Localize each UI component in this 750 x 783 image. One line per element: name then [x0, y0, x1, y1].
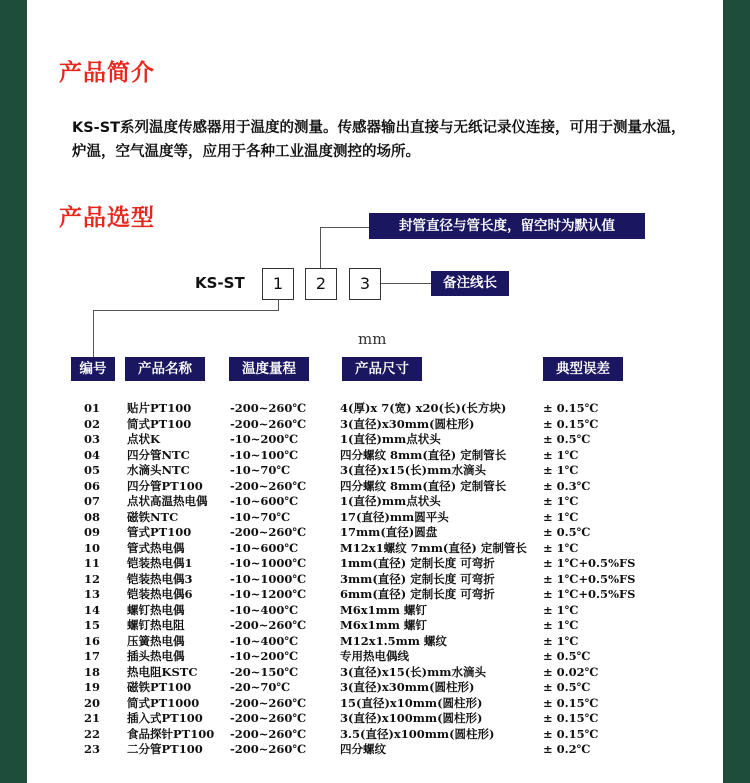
row-error: ± 1℃+0.5%FS: [543, 556, 636, 570]
row-name: 贴片PT100: [127, 401, 192, 415]
row-range: -10~600℃: [230, 540, 299, 555]
row-number: 07: [84, 494, 101, 508]
row-size: 3(直径)x15(长)mm水滴头: [340, 463, 486, 477]
row-size: 1(直径)mm点状头: [340, 494, 441, 508]
row-error: ± 1℃: [543, 494, 579, 508]
row-error: ± 0.3℃: [543, 478, 591, 493]
connector-line: [320, 227, 369, 228]
row-number: 02: [84, 416, 101, 431]
row-error: ± 1℃: [543, 463, 579, 477]
row-number: 21: [84, 711, 101, 725]
code-box-1: 1: [262, 268, 294, 300]
connector-line: [381, 283, 431, 284]
code-box-2: 2: [305, 268, 337, 300]
row-name: 管式PT100: [127, 525, 192, 539]
row-error: ± 1℃: [543, 602, 579, 617]
row-size: M6x1mm 螺钉: [340, 618, 427, 632]
row-number: 16: [84, 633, 101, 648]
row-error: ± 0.5℃: [543, 525, 591, 539]
model-code-prefix: KS-ST: [195, 274, 245, 292]
row-size: 6mm(直径) 定制长度 可弯折: [340, 587, 495, 601]
table-row: [0, 401, 750, 417]
callout-wire-length: 备注线长: [431, 271, 509, 296]
row-name: 螺钉热电偶: [127, 602, 185, 617]
row-size: 3(直径)x100mm(圆柱形): [340, 711, 483, 725]
row-number: 23: [84, 742, 101, 756]
section-title-intro: 产品简介: [59, 60, 155, 86]
unit-label: mm: [358, 330, 387, 348]
header-number: 编号: [71, 357, 115, 381]
row-range: -200~260℃: [230, 726, 307, 741]
row-number: 04: [84, 447, 101, 462]
row-number: 11: [84, 556, 101, 570]
row-error: ± 1℃+0.5%FS: [543, 587, 636, 601]
table-row: [0, 448, 750, 464]
row-range: -20~70℃: [230, 680, 291, 694]
row-size: 四分螺纹 8mm(直径) 定制管长: [340, 447, 507, 462]
row-name: 点状K: [127, 432, 160, 446]
table-row: [0, 479, 750, 495]
table-row: [0, 618, 750, 634]
section-title-selection: 产品选型: [59, 205, 155, 231]
row-size: 17(直径)mm圆平头: [340, 509, 449, 524]
row-name: 水滴头NTC: [127, 463, 190, 477]
row-range: -20~150℃: [230, 664, 299, 679]
row-size: M12x1螺纹 7mm(直径) 定制管长: [340, 540, 527, 555]
row-range: -10~70℃: [230, 509, 291, 524]
row-size: 15(直径)x10mm(圆柱形): [340, 695, 483, 710]
row-range: -10~400℃: [230, 633, 299, 648]
callout-tube-spec: 封管直径与管长度，留空时为默认值: [369, 213, 645, 239]
connector-line: [320, 227, 321, 268]
row-name: 插入式PT100: [127, 711, 203, 725]
row-error: ± 0.15℃: [543, 401, 599, 415]
connector-line: [93, 310, 279, 311]
row-name: 铠装热电偶3: [127, 571, 193, 586]
row-error: ± 0.15℃: [543, 711, 599, 725]
row-range: -10~1000℃: [230, 556, 307, 570]
row-name: 铠装热电偶1: [127, 556, 193, 570]
table-row: [0, 696, 750, 712]
row-error: ± 1℃+0.5%FS: [543, 571, 636, 586]
row-size: M6x1mm 螺钉: [340, 602, 427, 617]
row-size: 1(直径)mm点状头: [340, 432, 441, 446]
header-range: 温度量程: [229, 357, 309, 381]
row-name: 螺钉热电阻: [127, 618, 185, 632]
row-number: 14: [84, 602, 101, 617]
table-row: [0, 541, 750, 557]
row-range: -10~100℃: [230, 447, 299, 462]
row-number: 22: [84, 726, 101, 741]
row-name: 四分管NTC: [127, 447, 190, 462]
row-size: 1mm(直径) 定制长度 可弯折: [340, 556, 495, 570]
row-number: 03: [84, 432, 101, 446]
table-row: [0, 525, 750, 541]
table-row: [0, 742, 750, 758]
row-size: 专用热电偶线: [340, 649, 409, 663]
table-row: [0, 417, 750, 433]
row-size: 3.5(直径)x100mm(圆柱形): [340, 726, 495, 741]
table-row: [0, 665, 750, 681]
row-name: 简式PT100: [127, 416, 192, 431]
row-number: 15: [84, 618, 101, 632]
row-name: 管式热电偶: [127, 540, 185, 555]
row-error: ± 1℃: [543, 509, 579, 524]
row-range: -10~600℃: [230, 494, 299, 508]
header-name: 产品名称: [125, 357, 205, 381]
intro-paragraph: KS-ST系列温度传感器用于温度的测量。传感器输出直接与无纸记录仪连接，可用于测量水温，炉温，空气温度等，应用于各种工业温度测控的场所。: [72, 120, 686, 160]
row-number: 12: [84, 571, 101, 586]
row-range: -200~260℃: [230, 401, 307, 415]
row-range: -200~260℃: [230, 525, 307, 539]
row-range: -200~260℃: [230, 416, 307, 431]
table-row: [0, 587, 750, 603]
row-error: ± 1℃: [543, 540, 579, 555]
row-range: -10~200℃: [230, 432, 299, 446]
row-number: 01: [84, 401, 101, 415]
table-row: [0, 727, 750, 743]
row-name: 食品探针PT100: [127, 726, 215, 741]
row-name: 四分管PT100: [127, 478, 203, 493]
row-size: 3mm(直径) 定制长度 可弯折: [340, 571, 495, 586]
row-size: 3(直径)x30mm(圆柱形): [340, 680, 475, 694]
row-size: 四分螺纹 8mm(直径) 定制管长: [340, 478, 507, 493]
row-name: 插头热电偶: [127, 649, 185, 663]
row-error: ± 0.15℃: [543, 695, 599, 710]
row-range: -10~1000℃: [230, 571, 307, 586]
row-size: 3(直径)x30mm(圆柱形): [340, 416, 475, 431]
row-range: -200~260℃: [230, 618, 307, 632]
row-name: 二分管PT100: [127, 742, 203, 756]
row-error: ± 0.2℃: [543, 742, 591, 756]
row-range: -10~1200℃: [230, 587, 307, 601]
row-number: 10: [84, 540, 101, 555]
table-row: [0, 572, 750, 588]
row-name: 压簧热电偶: [127, 633, 185, 648]
row-error: ± 1℃: [543, 618, 579, 632]
table-row: [0, 432, 750, 448]
row-size: 17mm(直径)圆盘: [340, 525, 438, 539]
table-row: [0, 603, 750, 619]
row-error: ± 1℃: [543, 633, 579, 648]
header-error: 典型误差: [543, 357, 623, 381]
row-error: ± 1℃: [543, 447, 579, 462]
table-row: [0, 463, 750, 479]
row-number: 05: [84, 463, 101, 477]
row-name: 铠装热电偶6: [127, 587, 193, 601]
row-number: 13: [84, 587, 101, 601]
code-box-3: 3: [349, 268, 381, 300]
row-range: -200~260℃: [230, 711, 307, 725]
row-error: ± 0.02℃: [543, 664, 599, 679]
row-range: -10~200℃: [230, 649, 299, 663]
row-number: 08: [84, 509, 101, 524]
row-name: 简式PT1000: [127, 695, 200, 710]
row-error: ± 0.5℃: [543, 680, 591, 694]
row-number: 18: [84, 664, 101, 679]
header-size: 产品尺寸: [342, 357, 422, 381]
row-name: 磁铁NTC: [127, 509, 179, 524]
row-size: 3(直径)x15(长)mm水滴头: [340, 664, 486, 679]
row-number: 06: [84, 478, 101, 493]
row-range: -200~260℃: [230, 695, 307, 710]
row-size: 4(厚)x 7(宽) x20(长)(长方块): [340, 401, 507, 415]
table-row: [0, 494, 750, 510]
row-name: 磁铁PT100: [127, 680, 192, 694]
row-range: -10~70℃: [230, 463, 291, 477]
table-row: [0, 649, 750, 665]
row-number: 19: [84, 680, 101, 694]
row-error: ± 0.15℃: [543, 726, 599, 741]
row-error: ± 0.5℃: [543, 432, 591, 446]
row-number: 17: [84, 649, 101, 663]
row-error: ± 0.15℃: [543, 416, 599, 431]
connector-line: [93, 310, 94, 357]
row-range: -200~260℃: [230, 478, 307, 493]
row-range: -200~260℃: [230, 742, 307, 756]
spec-table-body: [0, 401, 750, 758]
row-number: 20: [84, 695, 101, 710]
row-error: ± 0.5℃: [543, 649, 591, 663]
table-row: [0, 556, 750, 572]
table-row: [0, 711, 750, 727]
row-number: 09: [84, 525, 101, 539]
row-size: 四分螺纹: [340, 742, 386, 756]
table-row: [0, 634, 750, 650]
table-row: [0, 680, 750, 696]
table-row: [0, 510, 750, 526]
row-name: 点状高温热电偶: [127, 494, 208, 508]
row-range: -10~400℃: [230, 602, 299, 617]
row-name: 热电阻KSTC: [127, 664, 198, 679]
row-size: M12x1.5mm 螺纹: [340, 633, 447, 648]
